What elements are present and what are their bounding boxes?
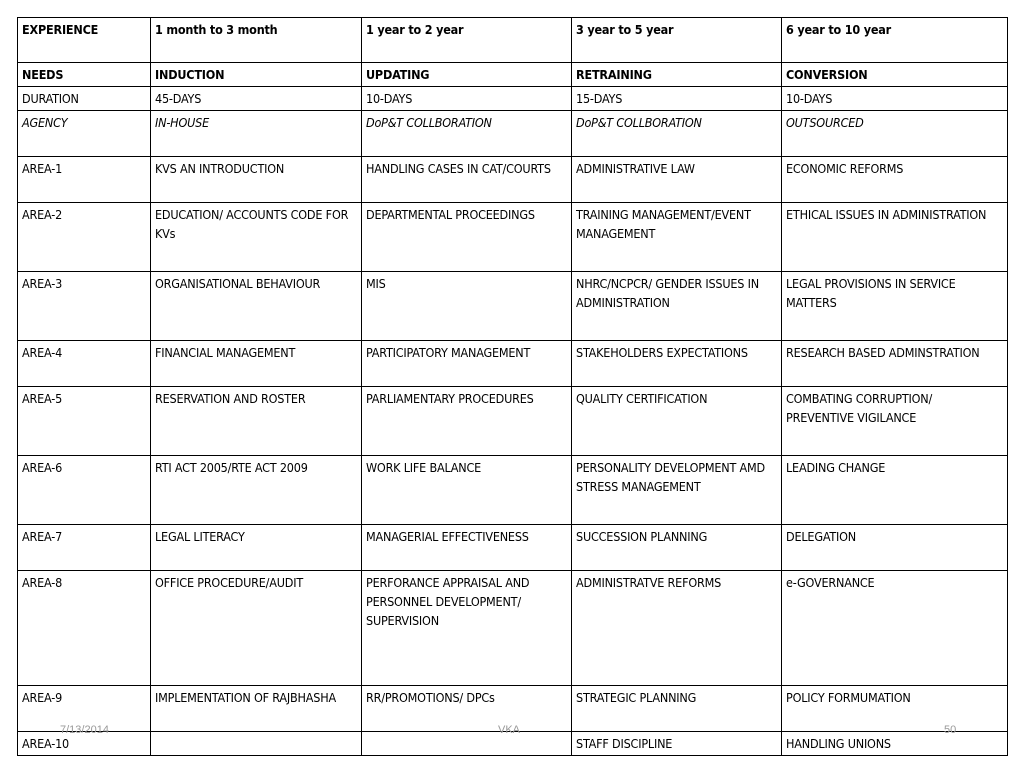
table-row	[18, 387, 1008, 456]
table-cell: RETRAINING	[572, 63, 782, 87]
table-row	[18, 203, 1008, 272]
table-cell: 3 year to 5 year	[572, 18, 782, 63]
table-row	[18, 571, 1008, 686]
table-cell: RR/PROMOTIONS/ DPCs	[362, 686, 572, 732]
row-label-cell: AREA-10	[18, 732, 151, 756]
training-needs-table	[17, 17, 1008, 756]
table-cell: 15-DAYS	[572, 87, 782, 111]
row-label-cell: AREA-2	[18, 203, 151, 272]
table-cell: FINANCIAL MANAGEMENT	[151, 341, 362, 387]
table-cell: IN-HOUSE	[151, 111, 362, 157]
table-cell: ADMINISTRATIVE LAW	[572, 157, 782, 203]
footer-page-number: 50	[944, 724, 957, 736]
table-cell: 10-DAYS	[362, 87, 572, 111]
table-cell: DoP&T COLLBORATION	[572, 111, 782, 157]
table-cell: LEADING CHANGE	[782, 456, 1008, 525]
table-cell: PERSONALITY DEVELOPMENT AMD STRESS MANAGEMENT	[572, 456, 782, 525]
table-cell: MIS	[362, 272, 572, 341]
table-row	[18, 157, 1008, 203]
table-cell: HANDLING UNIONS	[782, 732, 1008, 756]
table-cell: PARLIAMENTARY PROCEDURES	[362, 387, 572, 456]
footer-date: 7/13/2014	[60, 724, 109, 736]
table-cell: STAFF DISCIPLINE	[572, 732, 782, 756]
table-cell: e-GOVERNANCE	[782, 571, 1008, 686]
table-cell: INDUCTION	[151, 63, 362, 87]
table-cell: ADMINISTRATVE REFORMS	[572, 571, 782, 686]
table-cell: 45-DAYS	[151, 87, 362, 111]
table-row	[18, 341, 1008, 387]
row-label-cell: AREA-3	[18, 272, 151, 341]
table-cell: KVS AN INTRODUCTION	[151, 157, 362, 203]
table-row	[18, 111, 1008, 157]
table-cell: DELEGATION	[782, 525, 1008, 571]
table-cell: ECONOMIC REFORMS	[782, 157, 1008, 203]
table-cell: UPDATING	[362, 63, 572, 87]
row-label-cell: AGENCY	[18, 111, 151, 157]
table-row	[18, 456, 1008, 525]
table-cell: COMBATING CORRUPTION/ PREVENTIVE VIGILANCE	[782, 387, 1008, 456]
header-row	[18, 18, 1008, 63]
table-cell: IMPLEMENTATION OF RAJBHASHA	[151, 686, 362, 732]
footer-author: VKA	[498, 724, 521, 736]
row-label-cell: EXPERIENCE	[18, 18, 151, 63]
table-row	[18, 63, 1008, 87]
table-cell: ETHICAL ISSUES IN ADMINISTRATION	[782, 203, 1008, 272]
table-cell: POLICY FORMUMATION	[782, 686, 1008, 732]
table-cell: RESEARCH BASED ADMINSTRATION	[782, 341, 1008, 387]
table-cell: STAKEHOLDERS EXPECTATIONS	[572, 341, 782, 387]
table-cell: EDUCATION/ ACCOUNTS CODE FOR KVs	[151, 203, 362, 272]
table-cell: LEGAL PROVISIONS IN SERVICE MATTERS	[782, 272, 1008, 341]
table-cell: DoP&T COLLBORATION	[362, 111, 572, 157]
table-cell: 6 year to 10 year	[782, 18, 1008, 63]
table-cell: RESERVATION AND ROSTER	[151, 387, 362, 456]
row-label-cell: AREA-8	[18, 571, 151, 686]
table-cell: MANAGERIAL EFFECTIVENESS	[362, 525, 572, 571]
table-cell: SUCCESSION PLANNING	[572, 525, 782, 571]
table-cell: QUALITY CERTIFICATION	[572, 387, 782, 456]
row-label-cell: AREA-6	[18, 456, 151, 525]
table-cell: TRAINING MANAGEMENT/EVENT MANAGEMENT	[572, 203, 782, 272]
row-label-cell: AREA-9	[18, 686, 151, 732]
table-cell: OUTSOURCED	[782, 111, 1008, 157]
table-cell: ORGANISATIONAL BEHAVIOUR	[151, 272, 362, 341]
table-cell: 10-DAYS	[782, 87, 1008, 111]
row-label-cell: NEEDS	[18, 63, 151, 87]
row-label-cell: AREA-7	[18, 525, 151, 571]
table-row	[18, 87, 1008, 111]
row-label-cell: DURATION	[18, 87, 151, 111]
table-cell: STRATEGIC PLANNING	[572, 686, 782, 732]
table-row	[18, 272, 1008, 341]
table-cell	[362, 732, 572, 756]
table-cell: WORK LIFE BALANCE	[362, 456, 572, 525]
row-label-cell: AREA-4	[18, 341, 151, 387]
table-cell: LEGAL LITERACY	[151, 525, 362, 571]
table-cell: 1 year to 2 year	[362, 18, 572, 63]
table-cell: OFFICE PROCEDURE/AUDIT	[151, 571, 362, 686]
table-cell: RTI ACT 2005/RTE ACT 2009	[151, 456, 362, 525]
table-cell: PERFORANCE APPRAISAL AND PERSONNEL DEVELOPMENT/ SUPERVISION	[362, 571, 572, 686]
table-cell	[151, 732, 362, 756]
table-cell: 1 month to 3 month	[151, 18, 362, 63]
table-cell: NHRC/NCPCR/ GENDER ISSUES IN ADMINISTRATION	[572, 272, 782, 341]
row-label-cell: AREA-5	[18, 387, 151, 456]
table-row	[18, 525, 1008, 571]
table-cell: HANDLING CASES IN CAT/COURTS	[362, 157, 572, 203]
row-label-cell: AREA-1	[18, 157, 151, 203]
table-cell: DEPARTMENTAL PROCEEDINGS	[362, 203, 572, 272]
table-cell: CONVERSION	[782, 63, 1008, 87]
table-cell: PARTICIPATORY MANAGEMENT	[362, 341, 572, 387]
